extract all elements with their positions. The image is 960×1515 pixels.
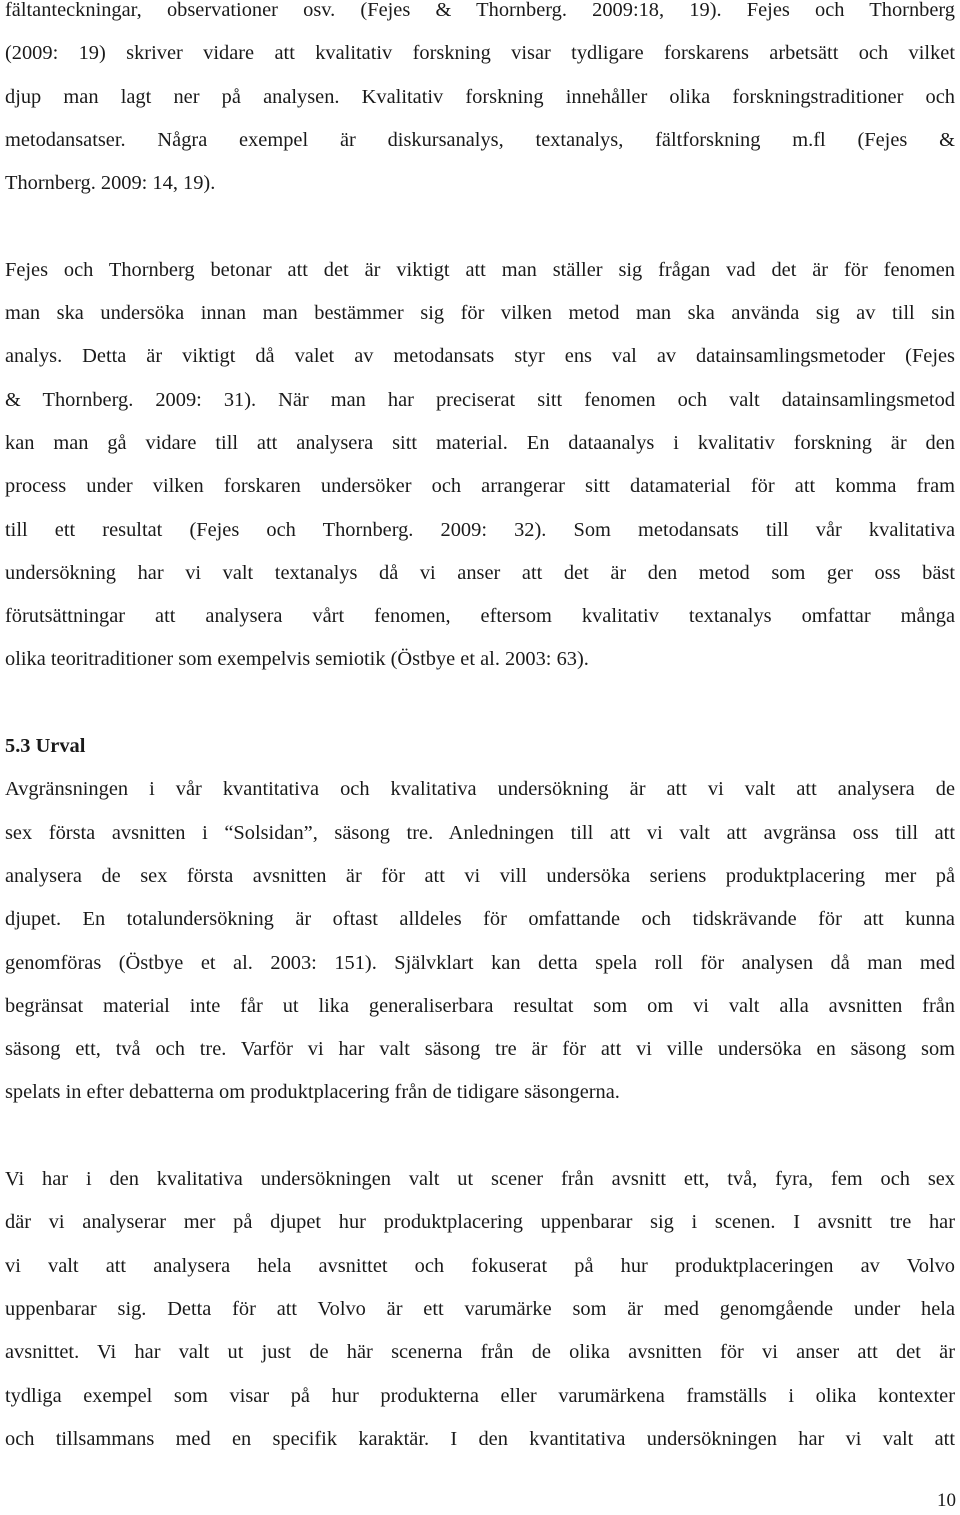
section-urval: [5, 725, 955, 1115]
text-line: där vi analyserar mer på djupet hur produktplacering uppenbarar sig i scenen. I avsnitt tre har: [5, 1211, 955, 1234]
page-number: 10: [937, 1490, 956, 1511]
text-line: genomföras (Östbye et al. 2003: 151). Självklart kan detta spela roll för analysen då man med: [5, 951, 955, 974]
text-line: begränsat material inte får ut lika generaliserbara resultat som om vi valt alla avsnitten från: [5, 994, 955, 1017]
text-line: undersökning har vi valt textanalys då vi anser att det är den metod som ger oss bäst: [5, 561, 955, 584]
text-line: vi valt att analysera hela avsnittet och fokuserat på hur produktplaceringen av Volvo: [5, 1254, 955, 1277]
text-line: förutsättningar att analysera vårt fenomen, eftersom kvalitativ textanalys omfattar många: [5, 605, 955, 628]
text-line: djup man lagt ner på analysen. Kvalitativ forskning innehåller olika forskningstraditioner och: [5, 85, 955, 108]
text-line: Vi har i den kvalitativa undersökningen valt ut scener från avsnitt ett, två, fyra, fem och sex: [5, 1168, 955, 1191]
text-line: tydliga exempel som visar på hur produkterna eller varumärkena framställs i olika kontexter: [5, 1384, 955, 1407]
text-line: säsong ett, två och tre. Varför vi har valt säsong tre är för att vi ville undersöka en säsong som: [5, 1038, 955, 1061]
text-line: Avgränsningen i vår kvantitativa och kvalitativa undersökning är att vi valt att analysera de: [5, 778, 955, 801]
text-line: olika teoritraditioner som exempelvis semiotik (Östbye et al. 2003: 63).: [5, 648, 589, 671]
text-line: uppenbarar sig. Detta för att Volvo är ett varumärke som är med genomgående under hela: [5, 1297, 955, 1320]
paragraph-2: [5, 249, 955, 682]
text-line: analysera de sex första avsnitten är för att vi vill undersöka seriens produktplacering mer på: [5, 864, 955, 887]
text-line: sex första avsnitten i “Solsidan”, säsong tre. Anledningen till att vi valt att avgränsa oss till att: [5, 821, 955, 844]
text-line: fältanteckningar, observationer osv. (Fejes & Thornberg. 2009:18, 19). Fejes och Thornberg: [5, 0, 955, 21]
section-heading: 5.3 Urval: [5, 735, 86, 758]
document-page: [5, 0, 955, 1461]
text-line: spelats in efter debatterna om produktplacering från de tidigare säsongerna.: [5, 1081, 620, 1104]
text-line: och tillsammans med en specifik karaktär. I den kvantitativa undersökningen har vi valt att: [5, 1427, 955, 1450]
paragraph-gap: [5, 682, 955, 725]
text-line: avsnittet. Vi har valt ut just de här scenerna från de olika avsnitten för vi anser att det är: [5, 1341, 955, 1364]
text-line: analys. Detta är viktigt då valet av metodansats styr ens val av datainsamlingsmetoder (Fejes: [5, 345, 955, 368]
paragraph-gap: [5, 205, 955, 248]
paragraph-gap: [5, 1115, 955, 1158]
text-line: man ska undersöka innan man bestämmer sig för vilken metod man ska använda sig av till sin: [5, 302, 955, 325]
text-line: Fejes och Thornberg betonar att det är viktigt att man ställer sig frågan vad det är för fenomen: [5, 258, 955, 281]
text-line: & Thornberg. 2009: 31). När man har preciserat sitt fenomen och valt datainsamlingsmetod: [5, 388, 955, 411]
text-line: (2009: 19) skriver vidare att kvalitativ forskning visar tydligare forskarens arbetsätt och vilket: [5, 42, 955, 65]
text-line: kan man gå vidare till att analysera sitt material. En dataanalys i kvalitativ forskning är den: [5, 431, 955, 454]
paragraph-4: [5, 1158, 955, 1461]
text-line: process under vilken forskaren undersöker och arrangerar sitt datamaterial för att komma fram: [5, 475, 955, 498]
text-line: Thornberg. 2009: 14, 19).: [5, 172, 216, 195]
text-line: till ett resultat (Fejes och Thornberg. 2009: 32). Som metodansats till vår kvalitativa: [5, 518, 955, 541]
paragraph-1: [5, 0, 955, 205]
text-line: djupet. En totalundersökning är oftast alldeles för omfattande och tidskrävande för att kunna: [5, 908, 955, 931]
text-line: metodansatser. Några exempel är diskursanalys, textanalys, fältforskning m.fl (Fejes &: [5, 128, 955, 151]
